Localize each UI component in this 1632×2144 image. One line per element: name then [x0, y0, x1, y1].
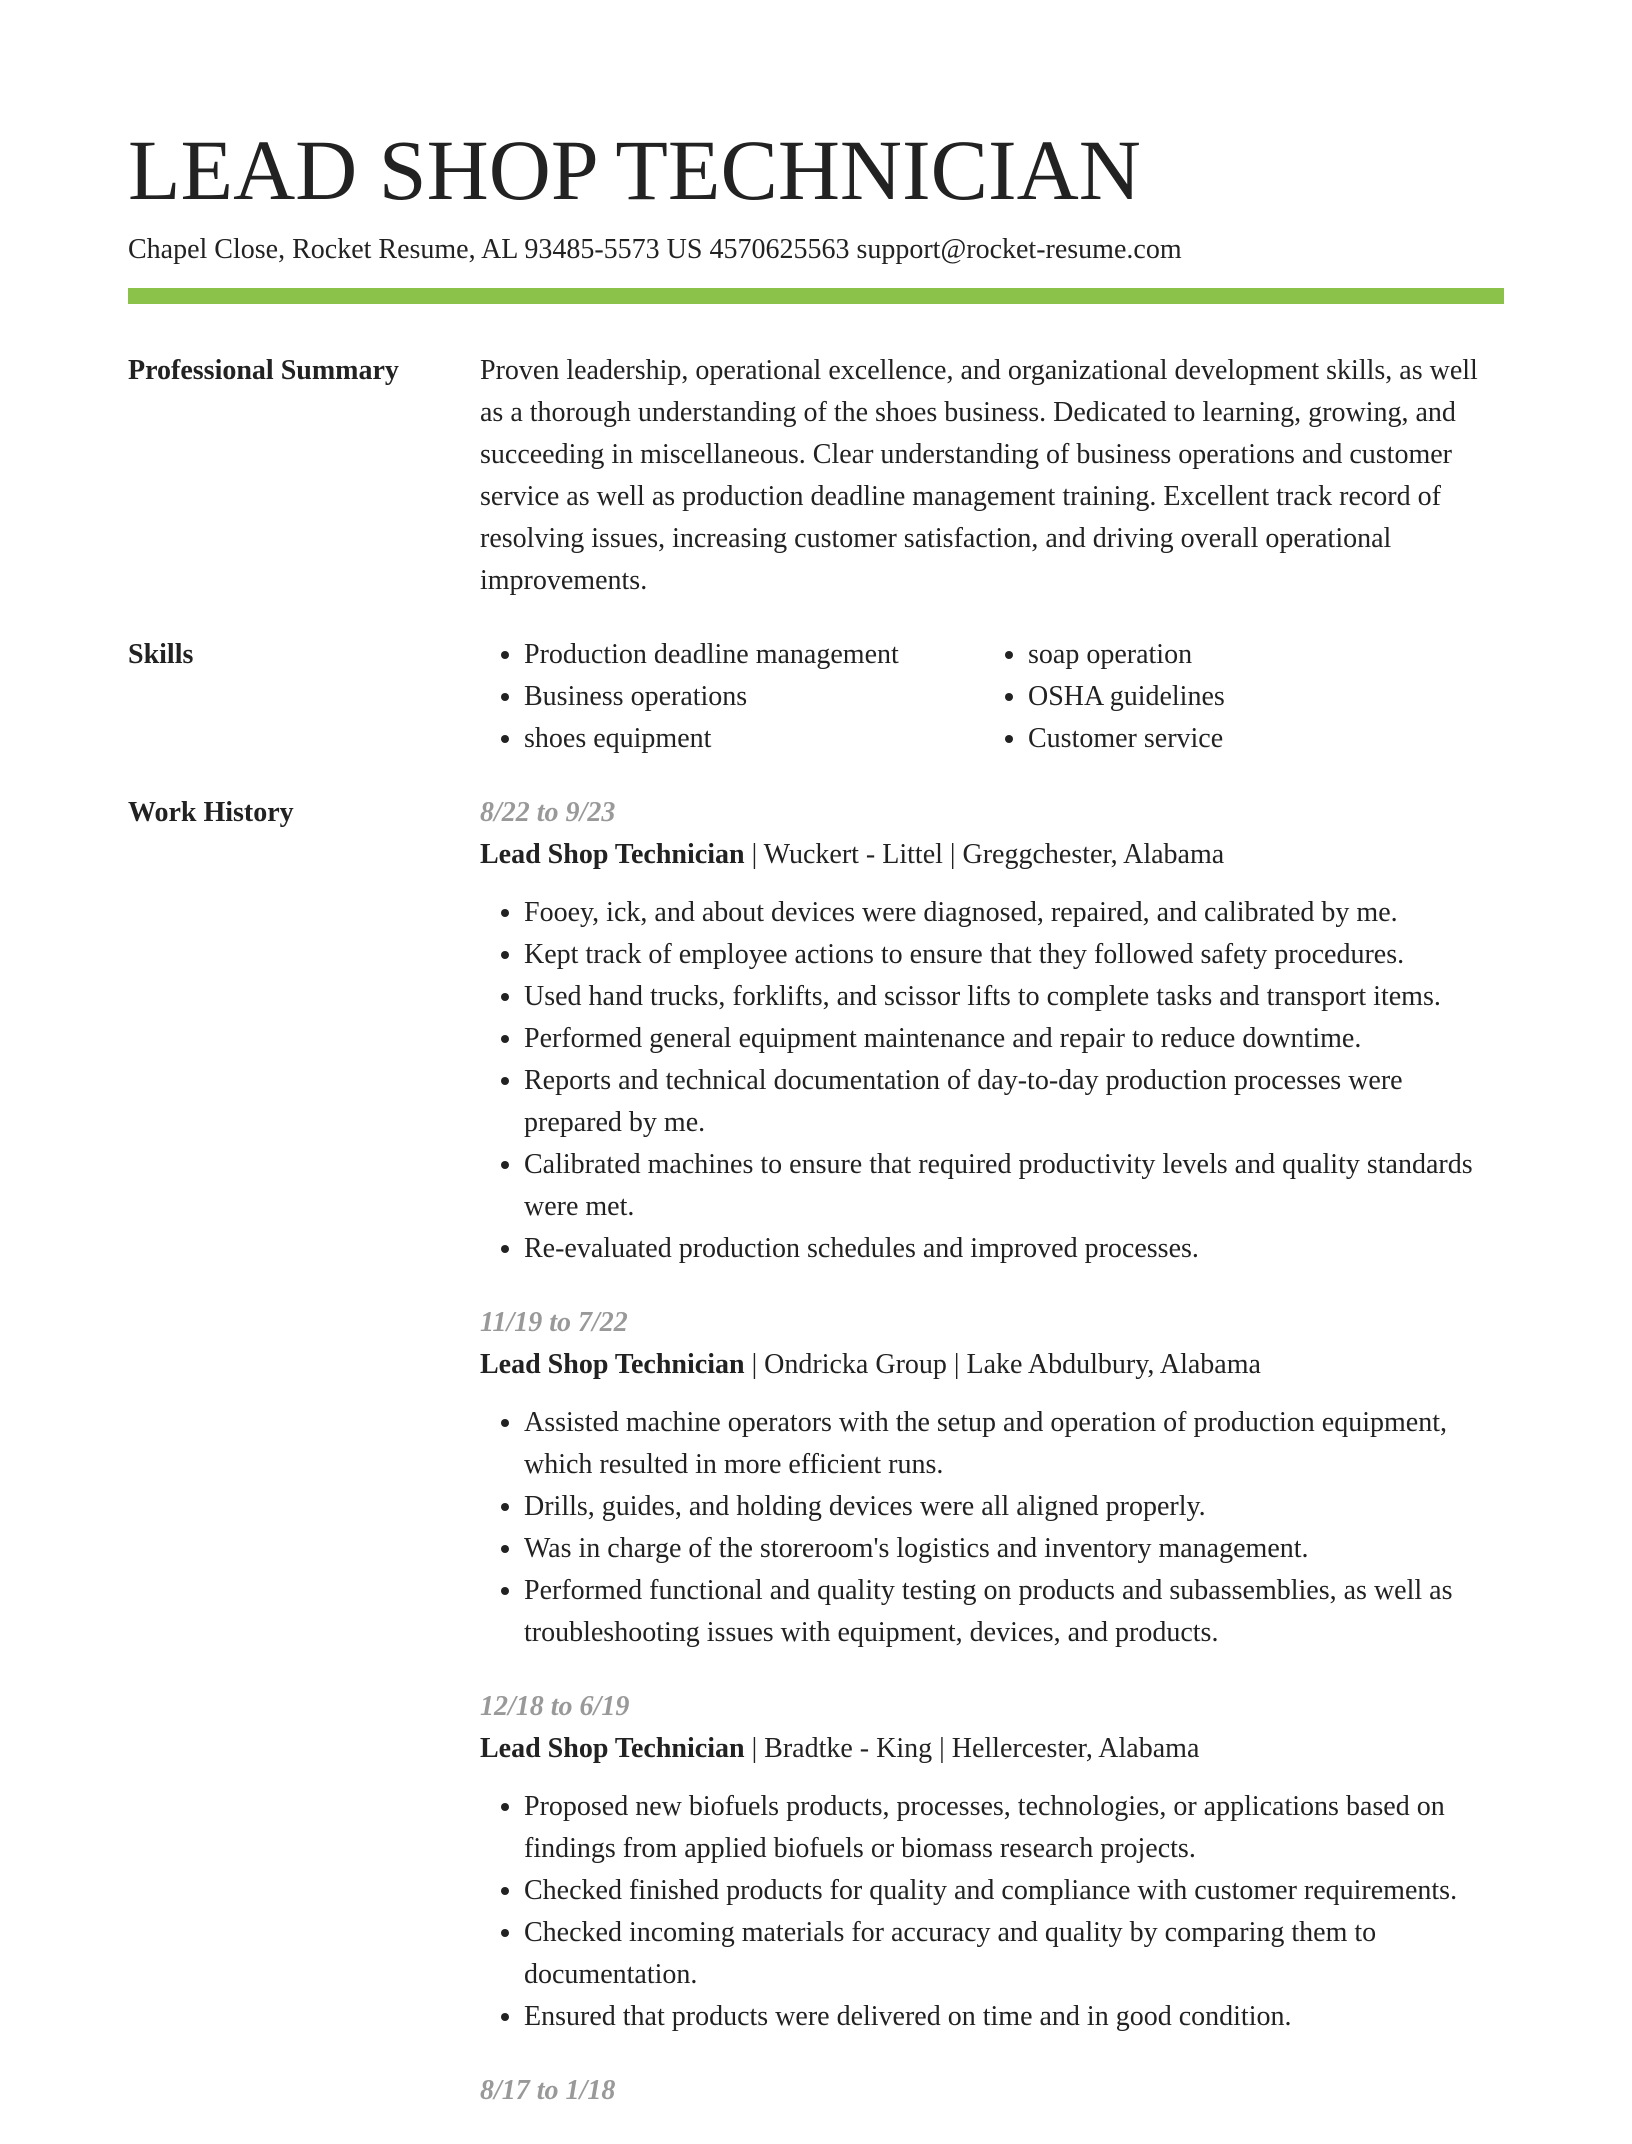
- resume-page: [128, 120, 1504, 2144]
- skill-item: • OSHA guidelines: [1028, 676, 1488, 718]
- job-bullet: • Fooey, ick, and about devices were diagnosed, repaired, and calibrated by me.: [524, 892, 1504, 934]
- skills-section: [128, 634, 1504, 760]
- job-bullet: • Kept track of employee actions to ensure that they followed safety procedures.: [524, 934, 1504, 976]
- job-bullet: • Was in charge of the storeroom's logistics and inventory management.: [524, 1528, 1504, 1570]
- job-entry: [480, 2070, 1504, 2112]
- job-bullet: • Assisted machine operators with the setup and operation of production equipment, which resulted in more efficient runs.: [524, 1402, 1504, 1486]
- job-bullet: • Checked finished products for quality and compliance with customer requirements.: [524, 1870, 1504, 1912]
- job-title-line: [480, 834, 1504, 876]
- skill-item: • Customer service: [1028, 718, 1488, 760]
- contact-line: Chapel Close, Rocket Resume, AL 93485-5573 US 4570625563 support@rocket-resume.com: [128, 234, 1182, 265]
- job-title: Lead Shop Technician: [480, 1733, 745, 1764]
- accent-divider: [128, 288, 1504, 304]
- job-company-location: | Wuckert - Littel | Greggchester, Alabama: [744, 839, 1225, 870]
- job-entry: [480, 792, 1504, 1270]
- job-bullets: [480, 1786, 1504, 2038]
- job-title-line: [480, 1344, 1504, 1386]
- job-title: Lead Shop Technician: [480, 839, 745, 870]
- skills-column-1: [480, 634, 984, 760]
- summary-text: Proven leadership, operational excellence, and organizational development skills, as well as a thorough understanding of the shoes business. Dedicated to learning, growing, and succeeding in miscellaneous. Clear understanding of business operations and customer service as well as production deadline management training. Excellent track record of resolving issues, increasing customer satisfaction, and driving overall operational improvements.: [480, 355, 1478, 596]
- job-bullets: [480, 1402, 1504, 1654]
- job-bullet: • Re-evaluated production schedules and improved processes.: [524, 1228, 1504, 1270]
- job-title-line: [480, 1728, 1504, 1770]
- skill-item: • soap operation: [1028, 634, 1488, 676]
- job-dates: 11/19 to 7/22: [480, 1307, 628, 1338]
- job-entry: [480, 1302, 1504, 1654]
- job-dates: 12/18 to 6/19: [480, 1691, 630, 1722]
- section-label-work-history: Work History: [128, 797, 294, 828]
- job-dates: 8/22 to 9/23: [480, 797, 616, 828]
- job-bullet: • Performed general equipment maintenance and repair to reduce downtime.: [524, 1018, 1504, 1060]
- job-bullet: • Performed functional and quality testing on products and subassemblies, as well as troubleshooting issues with equipment, devices, and products.: [524, 1570, 1504, 1654]
- professional-summary-section: [128, 350, 1504, 602]
- work-history-list: [480, 792, 1504, 2144]
- job-bullet: • Reports and technical documentation of day-to-day production processes were prepared by me.: [524, 1060, 1504, 1144]
- job-title: Lead Shop Technician: [480, 1349, 745, 1380]
- section-label-skills: Skills: [128, 639, 194, 670]
- job-bullet: • Ensured that products were delivered on time and in good condition.: [524, 1996, 1504, 2038]
- job-bullet: • Drills, guides, and holding devices were all aligned properly.: [524, 1486, 1504, 1528]
- resume-name: LEAD SHOP TECHNICIAN: [128, 122, 1141, 218]
- job-company-location: | Ondricka Group | Lake Abdulbury, Alabama: [744, 1349, 1261, 1380]
- skill-item: • Production deadline management: [524, 634, 984, 676]
- job-bullet: • Used hand trucks, forklifts, and scissor lifts to complete tasks and transport items.: [524, 976, 1504, 1018]
- job-bullet: • Checked incoming materials for accuracy and quality by comparing them to documentation.: [524, 1912, 1504, 1996]
- job-company-location: | Bradtke - King | Hellercester, Alabama: [744, 1733, 1200, 1764]
- section-label-summary: Professional Summary: [128, 355, 399, 386]
- skill-item: • shoes equipment: [524, 718, 984, 760]
- job-bullet: • Calibrated machines to ensure that required productivity levels and quality standards were met.: [524, 1144, 1504, 1228]
- job-bullets: [480, 892, 1504, 1270]
- work-history-section: [128, 792, 1504, 2144]
- skills-column-2: [984, 634, 1488, 760]
- job-bullet: • Proposed new biofuels products, processes, technologies, or applications based on findings from applied biofuels or biomass research projects.: [524, 1786, 1504, 1870]
- job-entry: [480, 1686, 1504, 2038]
- job-dates: 8/17 to 1/18: [480, 2075, 616, 2106]
- skills-grid: [480, 634, 1504, 760]
- skill-item: • Business operations: [524, 676, 984, 718]
